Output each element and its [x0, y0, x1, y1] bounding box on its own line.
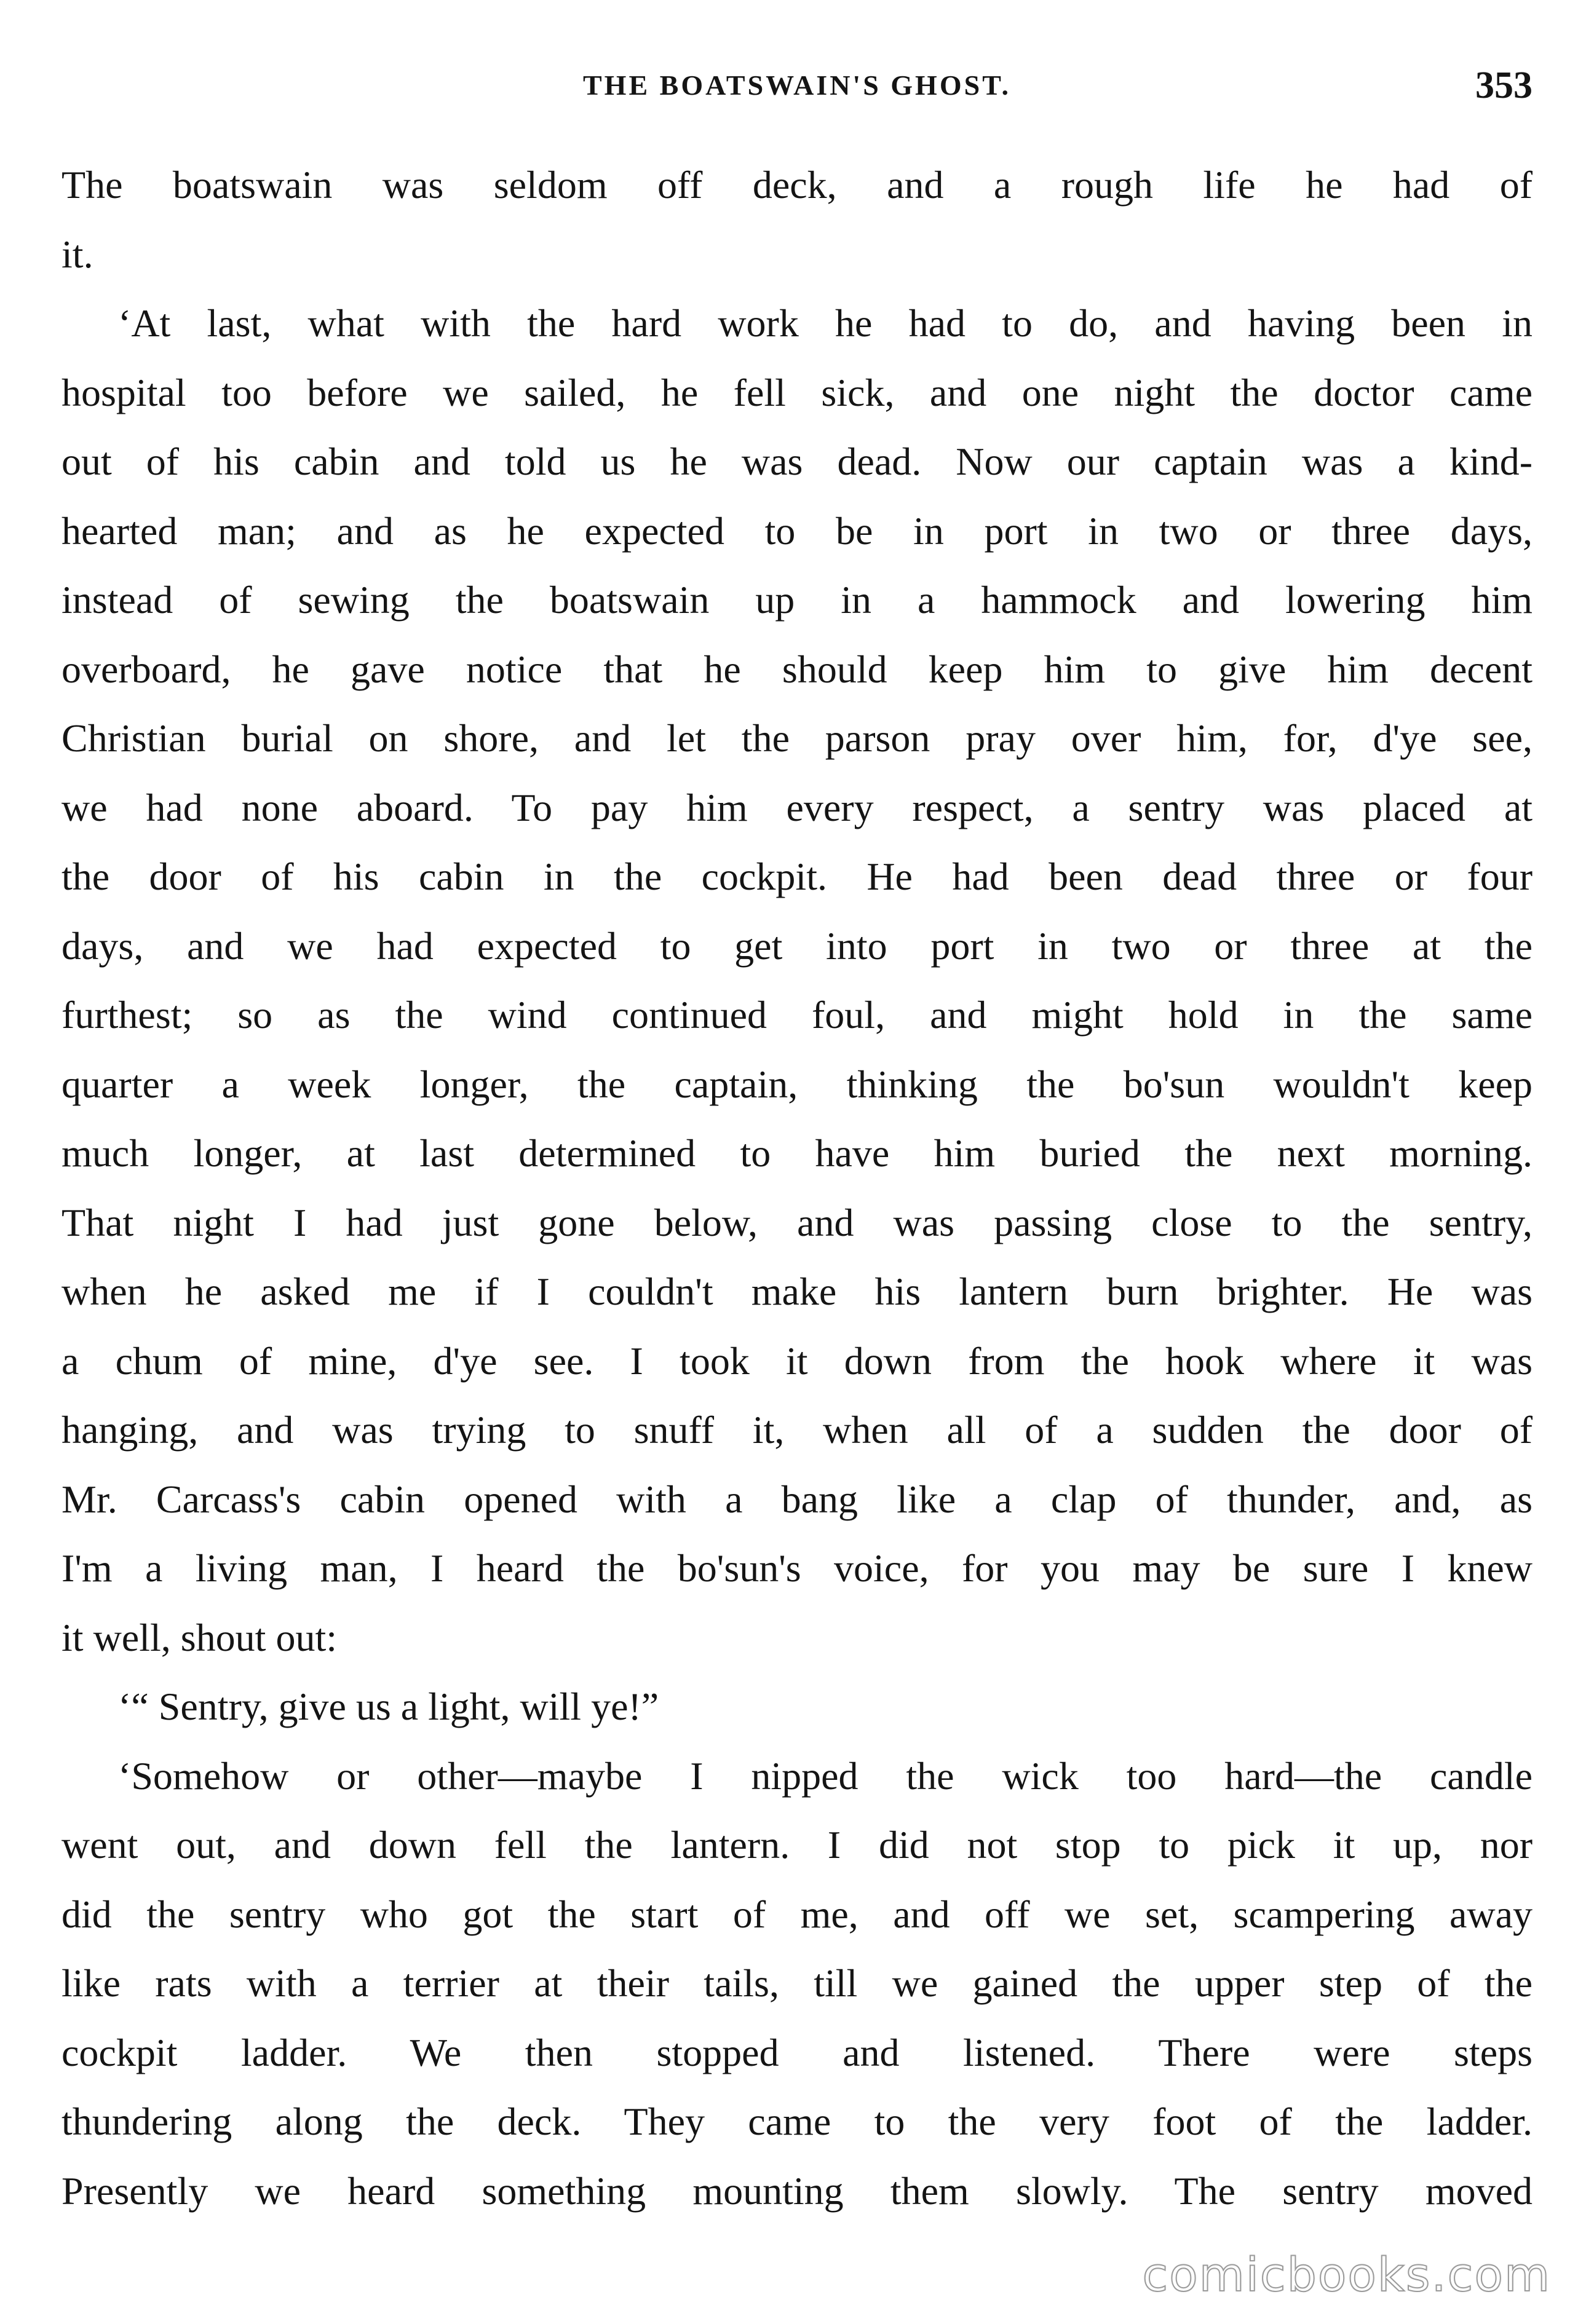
text-line: Presently we heard something mounting them slowly. The sentry moved — [61, 2168, 1533, 2213]
text-line: That night I had just gone below, and was passing close to the sentry, — [61, 1200, 1533, 1244]
text-line: it. — [61, 232, 93, 276]
text-line: hearted man; and as he expected to be in port in two or three days, — [61, 508, 1533, 553]
text-line: ‘“ Sentry, give us a light, will ye!” — [118, 1685, 659, 1728]
text-line: overboard, he gave notice that he should keep him to give him decent — [61, 647, 1533, 691]
text-line: hanging, and was trying to snuff it, when all of a sudden the door of — [61, 1408, 1533, 1452]
running-head — [61, 65, 1533, 118]
text-line: Christian burial on shore, and let the parson pray over him, for, d'ye see, — [61, 716, 1533, 760]
text-line: when he asked me if I couldn't make his lantern burn brighter. He was — [61, 1270, 1533, 1313]
watermark: comicbooks.com — [1142, 2247, 1551, 2302]
text-line: instead of sewing the boatswain up in a hammock and lowering him — [61, 578, 1533, 622]
text-line: ‘At last, what with the hard work he had to do, and having been in — [118, 301, 1533, 345]
text-line: did the sentry who got the start of me, and off we set, scampering away — [61, 1892, 1533, 1936]
running-title: THE BOATSWAIN'S GHOST. — [583, 69, 1011, 101]
text-line: days, and we had expected to get into port in two or three at the — [61, 923, 1533, 968]
text-line: out of his cabin and told us he was dead. Now our captain was a kind- — [61, 440, 1533, 483]
page-number: 353 — [1475, 65, 1533, 106]
text-line: quarter a week longer, the captain, thinking the bo'sun wouldn't keep — [61, 1062, 1533, 1106]
text-line: hospital too before we sailed, he fell sick, and one night the doctor came — [61, 370, 1533, 414]
text-line: went out, and down fell the lantern. I did not stop to pick it up, nor — [61, 1823, 1533, 1867]
text-line: thundering along the deck. They came to the very foot of the ladder. — [61, 2100, 1533, 2143]
text-line: The boatswain was seldom off deck, and a rough life he had of — [61, 163, 1533, 207]
text-line: the door of his cabin in the cockpit. He had been dead three or four — [61, 855, 1533, 898]
text-line: I'm a living man, I heard the bo'sun's voice, for you may be sure I knew — [61, 1546, 1533, 1590]
text-line: a chum of mine, d'ye see. I took it down from the hook where it was — [61, 1338, 1533, 1383]
text-line: furthest; so as the wind continued foul, and might hold in the same — [61, 993, 1533, 1037]
text-line: much longer, at last determined to have him buried the next morning. — [61, 1131, 1533, 1175]
text-line: like rats with a terrier at their tails, till we gained the upper step of the — [61, 1961, 1533, 2005]
text-line: it well, shout out: — [61, 1615, 337, 1659]
text-line: ‘Somehow or other—maybe I nipped the wick too hard—the candle — [118, 1753, 1533, 1798]
text-line: we had none aboard. To pay him every respect, a sentry was placed at — [61, 785, 1533, 829]
text-line: cockpit ladder. We then stopped and listened. There were steps — [61, 2030, 1533, 2074]
text-line: Mr. Carcass's cabin opened with a bang like a clap of thunder, and, as — [61, 1477, 1533, 1521]
body-text — [61, 151, 1533, 2226]
